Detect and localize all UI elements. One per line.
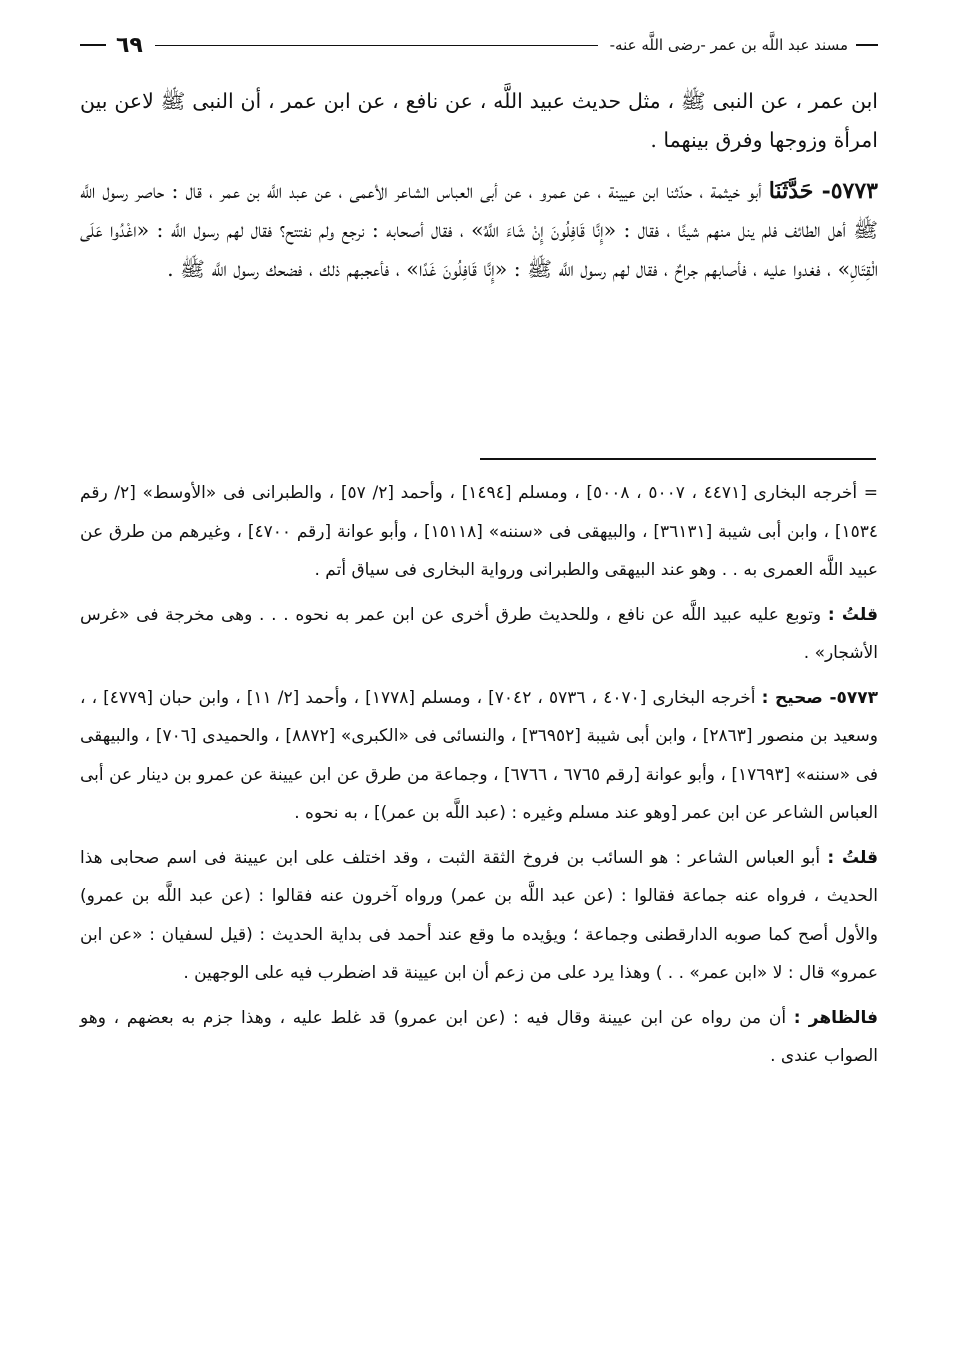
hadith-number: ٥٧٧٣- حَدَّثَنَا (768, 178, 878, 204)
running-header (80, 30, 878, 60)
header-dash-left (80, 44, 106, 46)
header-rule (155, 45, 598, 46)
header-dash-right (856, 44, 878, 46)
footnotes (80, 474, 878, 1076)
grading-label: ٥٧٧٣- صحيح : (761, 687, 879, 708)
footnote-comment-1 (80, 596, 878, 673)
footnote-separator (480, 458, 876, 460)
comment-text: أبو العباس الشاعر : هو السائب بن فروخ الثقة الثبت ، وقد اختلف على ابن عيينة فى اسم صحابى هذا الحديث ، فرواه عنه جماعة فقالوا : (عن عبد اللَّه بن عمر) ورواه آخرون عنه فقالوا : (عن عبد اللَّه بن عمرو) والأول أصح كما صوبه الدارقطنى وجماعة ؛ ويؤيده ما وقع عند أحمد فى بداية الحديث : (قيل لسفيان : «عن ابن عمرو» قال : لا «ابن عمر» . . ) وهذا يرد على من زعم أن ابن عيينة قد اضطرب فيه على الوجهين . (80, 847, 878, 983)
paragraph-continuation: ابن عمر ، عن النبى ﷺ ، مثل حديث عبيد اللَّه ، عن نافع ، عن ابن عمر ، أن النبى ﷺ لاعن بين امرأة وزوجها وفرق بينهما . (80, 89, 878, 152)
hadith-text: أبو خيثمة ، حدّثنا ابن عيينة ، عن عمرو ، عن أبى العباس الشاعر الأعمى ، عن عبد اللَّه بن عمر ، قال : حاصر رسول اللَّه ﷺ أهل الطائف فلم ينل منهم شيئًا ، فقال : «إِنَّا قَافِلُونَ إِنْ شَاءَ اللَّهُ» ، فقال أصحابه : نرجع ولم نفتتح؟ فقال لهم رسول اللَّه : «اغْدُوا عَلَى الْقِتَالِ» ، فغدوا عليه ، فأصابهم جراحٌ ، فقال لهم رسول اللَّه ﷺ : «إِنَّا قَافِلُونَ غَدًا» ، فأعجبهم ذلك ، فضحك رسول اللَّه ﷺ . (80, 179, 878, 281)
comment-label: قلتُ : (827, 604, 878, 625)
footnote-takhrij-5773 (80, 679, 878, 833)
footnote-comment-2 (80, 839, 878, 993)
conclusion-text: أن من رواه عن ابن عيينة وقال فيه : (عن ابن عمرو) قد غلط عليه ، وهذا جزم به بعضهم ، وهو الصواب عندى . (80, 1007, 878, 1066)
comment-text: وتوبع عليه عبيد اللَّه عن نافع ، وللحديث طرق أخرى عن ابن عمر به نحوه . . . وهى مخرجة فى «غرس الأشجار» . (80, 604, 878, 663)
footnote-takhrij-previous: = أخرجه البخارى [٤٤٧١ ، ٥٠٠٧ ، ٥٠٠٨] ، ومسلم [١٤٩٤] ، وأحمد [٢/ ٥٧] ، والطبرانى فى «الأوسط» [٢/ رقم ١٥٣٤] ، وابن أبى شيبة [٣٦١٣١] ، والبيهقى فى «سننه» [١٥١١٨] ، وأبو عوانة [رقم ٤٧٠٠] ، وغيرهم من طرق عن عبيد اللَّه العمرى به . . وهو عند البيهقى والطبرانى ورواية البخارى فى سياق أتم . (80, 483, 879, 580)
hadith-paragraph (80, 172, 878, 289)
page-number: ٦٩ (116, 32, 143, 58)
comment-label: قلتُ : (827, 847, 879, 868)
main-text (80, 82, 878, 301)
conclusion-label: فالظاهر : (793, 1007, 879, 1028)
header-title: مسند عبد اللَّه بن عمر -رضى اللَّه عنه- (609, 36, 848, 54)
footnote-conclusion (80, 999, 878, 1076)
grading-text: أخرجه البخارى [٤٠٧٠ ، ٥٧٣٦ ، ٧٠٤٢] ، ومسلم [١٧٧٨] ، وأحمد [٢/ ١١] ، وابن حبان [٤٧٧٩] ، ، وسعيد بن منصور [٢٨٦٣] ، وابن أبى شيبة [٣٦٩٥٢] ، والنسائى فى «الكبرى» [٨٨٧٢] ، والحميدى [٧٠٦] ، والبيهقى فى «سننه» [١٧٦٩٣] ، وأبو عوانة [رقم ٦٧٦٥ ، ٦٧٦٦] ، وجماعة من طرق عن ابن عيينة عن عمرو بن دينار عن أبى العباس الشاعر عن ابن عمر [وهو عند مسلم وغيره : (عبد اللَّه بن عمر)] ، به نحوه . (80, 687, 878, 823)
